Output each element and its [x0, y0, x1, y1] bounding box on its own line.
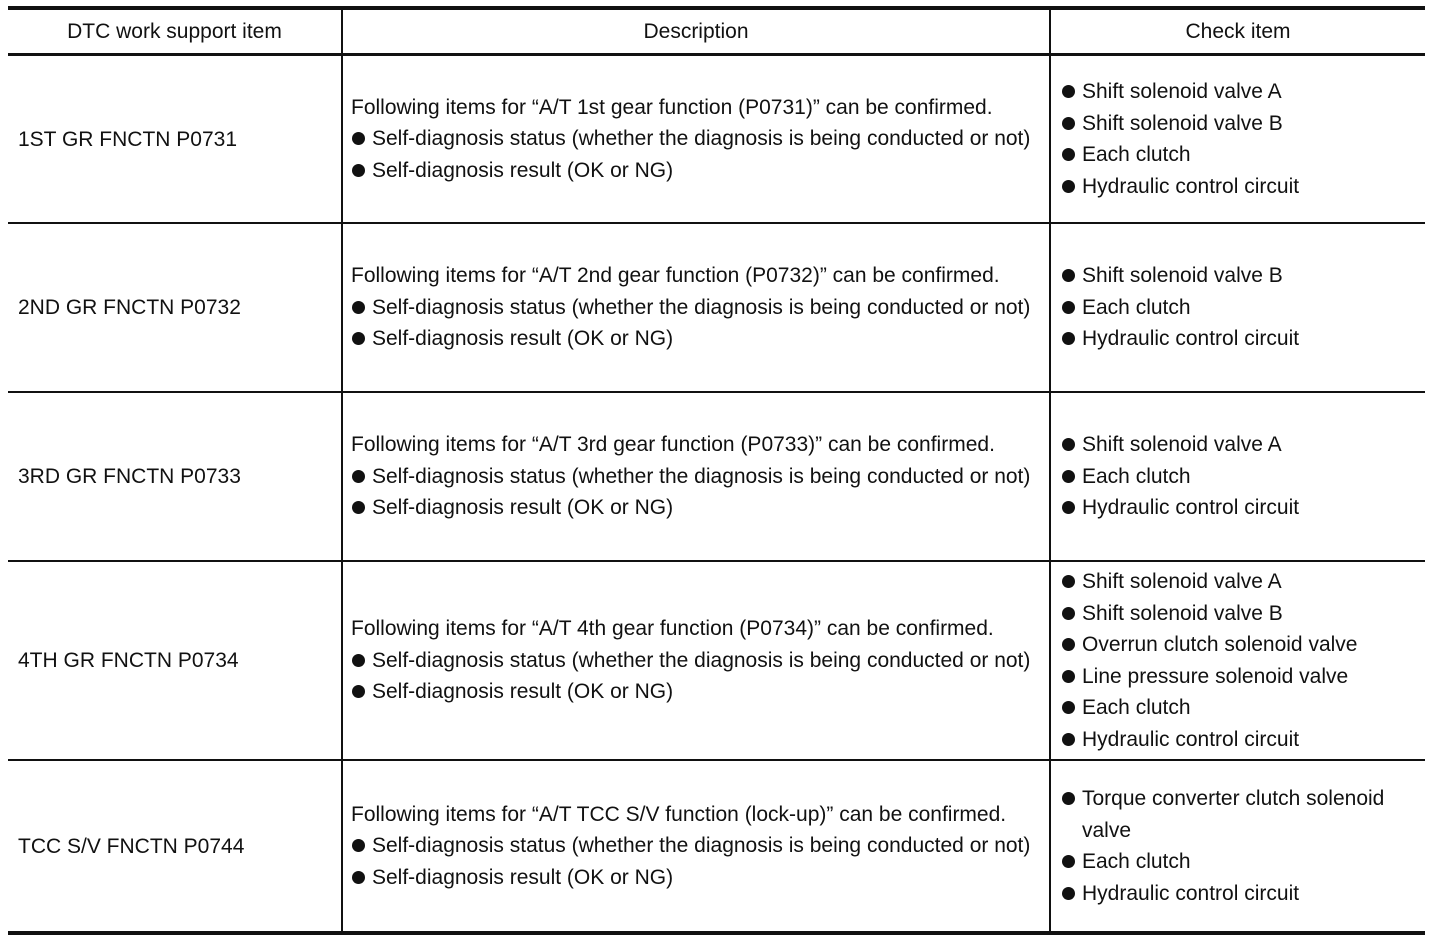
list-item — [1061, 492, 1419, 524]
bullet-icon — [1062, 85, 1075, 98]
bullet-icon — [352, 164, 365, 177]
bullet-icon — [352, 501, 365, 514]
check-item-cell — [1050, 392, 1425, 561]
check-list — [1061, 566, 1419, 755]
list-item — [351, 492, 1031, 524]
list-item — [1061, 76, 1419, 108]
work-support-item: 4TH GR FNCTN P0734 — [8, 561, 342, 760]
work-support-item: TCC S/V FNCTN P0744 — [8, 760, 342, 933]
bullet-icon — [1062, 332, 1075, 345]
list-item — [351, 123, 1031, 155]
bullet-icon — [352, 470, 365, 483]
dtc-work-support-table-sheet — [8, 6, 1425, 935]
description-intro: Following items for “A/T TCC S/V function (lock-up)” can be confirmed. — [351, 802, 1007, 826]
bullet-icon — [1062, 501, 1075, 514]
check-item-cell — [1050, 561, 1425, 760]
work-support-item: 1ST GR FNCTN P0731 — [8, 55, 342, 224]
bullet-text: Self-diagnosis status (whether the diagnosis is being conducted or not) — [372, 127, 1031, 151]
check-list — [1061, 260, 1419, 355]
bullet-icon — [1062, 470, 1075, 483]
check-list — [1061, 783, 1419, 909]
description-cell — [342, 223, 1050, 392]
list-item — [1061, 566, 1419, 598]
list-item — [1061, 783, 1419, 846]
bullet-icon — [1062, 855, 1075, 868]
check-text: Hydraulic control circuit — [1082, 727, 1300, 751]
bullet-text: Self-diagnosis result (OK or NG) — [372, 327, 674, 351]
bullet-icon — [1062, 301, 1075, 314]
check-text: Line pressure solenoid valve — [1082, 664, 1349, 688]
table-row — [8, 760, 1425, 933]
bullet-icon — [1062, 269, 1075, 282]
list-item — [1061, 108, 1419, 140]
description-bullets — [351, 292, 1031, 355]
list-item — [1061, 429, 1419, 461]
list-item — [351, 645, 1031, 677]
bullet-icon — [1062, 607, 1075, 620]
bullet-icon — [1062, 180, 1075, 193]
check-text: Hydraulic control circuit — [1082, 174, 1300, 198]
check-text: Hydraulic control circuit — [1082, 327, 1300, 351]
bullet-icon — [1062, 701, 1075, 714]
work-support-item: 3RD GR FNCTN P0733 — [8, 392, 342, 561]
list-item — [1061, 692, 1419, 724]
check-text: Shift solenoid valve B — [1082, 601, 1283, 625]
description-bullets — [351, 645, 1031, 708]
bullet-icon — [352, 301, 365, 314]
bullet-text: Self-diagnosis result (OK or NG) — [372, 680, 674, 704]
check-text: Hydraulic control circuit — [1082, 881, 1300, 905]
header-check: Check item — [1050, 8, 1425, 55]
description-intro: Following items for “A/T 3rd gear function (P0733)” can be confirmed. — [351, 433, 995, 457]
check-text: Shift solenoid valve A — [1082, 570, 1282, 593]
check-list — [1061, 76, 1419, 202]
bullet-icon — [1062, 733, 1075, 746]
list-item — [351, 323, 1031, 355]
list-item — [1061, 629, 1419, 661]
dtc-work-support-table — [8, 6, 1425, 935]
description-cell — [342, 561, 1050, 760]
work-support-item: 2ND GR FNCTN P0732 — [8, 223, 342, 392]
header-description: Description — [342, 8, 1050, 55]
description-intro: Following items for “A/T 4th gear function (P0734)” can be confirmed. — [351, 617, 994, 641]
table-row — [8, 561, 1425, 760]
bullet-icon — [1062, 887, 1075, 900]
list-item — [1061, 846, 1419, 878]
list-item — [1061, 323, 1419, 355]
header-item: DTC work support item — [8, 8, 342, 55]
description-cell — [342, 392, 1050, 561]
check-text: Torque converter clutch solenoid valve — [1082, 787, 1385, 842]
list-item — [1061, 661, 1419, 693]
check-text: Each clutch — [1082, 464, 1191, 488]
bullet-icon — [1062, 638, 1075, 651]
list-item — [1061, 461, 1419, 493]
bullet-icon — [1062, 575, 1075, 588]
bullet-text: Self-diagnosis status (whether the diagnosis is being conducted or not) — [372, 648, 1031, 672]
bullet-text: Self-diagnosis result (OK or NG) — [372, 158, 674, 182]
list-item — [1061, 878, 1419, 910]
description-cell — [342, 55, 1050, 224]
bullet-text: Self-diagnosis status (whether the diagnosis is being conducted or not) — [372, 464, 1031, 488]
list-item — [1061, 292, 1419, 324]
list-item — [351, 676, 1031, 708]
check-item-cell — [1050, 223, 1425, 392]
bullet-icon — [352, 332, 365, 345]
table-header — [8, 8, 1425, 55]
list-item — [1061, 139, 1419, 171]
list-item — [1061, 598, 1419, 630]
bullet-text: Self-diagnosis status (whether the diagnosis is being conducted or not) — [372, 834, 1031, 858]
list-item — [351, 830, 1031, 862]
list-item — [1061, 171, 1419, 203]
list-item — [351, 155, 1031, 187]
list-item — [351, 862, 1031, 894]
bullet-text: Self-diagnosis result (OK or NG) — [372, 496, 674, 520]
description-cell — [342, 760, 1050, 933]
description-intro: Following items for “A/T 2nd gear function (P0732)” can be confirmed. — [351, 264, 1000, 288]
table-row — [8, 55, 1425, 224]
bullet-icon — [1062, 792, 1075, 805]
description-bullets — [351, 461, 1031, 524]
list-item — [1061, 260, 1419, 292]
check-text: Each clutch — [1082, 143, 1191, 166]
table-row — [8, 223, 1425, 392]
bullet-icon — [352, 685, 365, 698]
check-text: Hydraulic control circuit — [1082, 496, 1300, 520]
description-intro: Following items for “A/T 1st gear function (P0731)” can be confirmed. — [351, 95, 993, 119]
check-text: Each clutch — [1082, 696, 1191, 719]
table-body — [8, 55, 1425, 934]
description-bullets — [351, 830, 1031, 893]
list-item — [351, 461, 1031, 493]
check-text: Shift solenoid valve B — [1082, 111, 1283, 135]
check-text: Shift solenoid valve A — [1082, 433, 1282, 457]
check-text: Each clutch — [1082, 295, 1191, 319]
bullet-icon — [1062, 670, 1075, 683]
check-text: Shift solenoid valve B — [1082, 264, 1283, 288]
bullet-icon — [352, 871, 365, 884]
bullet-icon — [1062, 117, 1075, 130]
bullet-text: Self-diagnosis status (whether the diagnosis is being conducted or not) — [372, 295, 1031, 319]
check-text: Overrun clutch solenoid valve — [1082, 633, 1358, 656]
check-text: Shift solenoid valve A — [1082, 80, 1282, 103]
table-row — [8, 392, 1425, 561]
bullet-icon — [352, 839, 365, 852]
description-bullets — [351, 123, 1031, 186]
check-item-cell — [1050, 760, 1425, 933]
check-item-cell — [1050, 55, 1425, 224]
check-list — [1061, 429, 1419, 524]
list-item — [351, 292, 1031, 324]
bullet-text: Self-diagnosis result (OK or NG) — [372, 865, 674, 889]
bullet-icon — [1062, 438, 1075, 451]
header-row — [8, 8, 1425, 55]
bullet-icon — [352, 654, 365, 667]
check-text: Each clutch — [1082, 850, 1191, 873]
list-item — [1061, 724, 1419, 756]
bullet-icon — [352, 132, 365, 145]
bullet-icon — [1062, 148, 1075, 161]
